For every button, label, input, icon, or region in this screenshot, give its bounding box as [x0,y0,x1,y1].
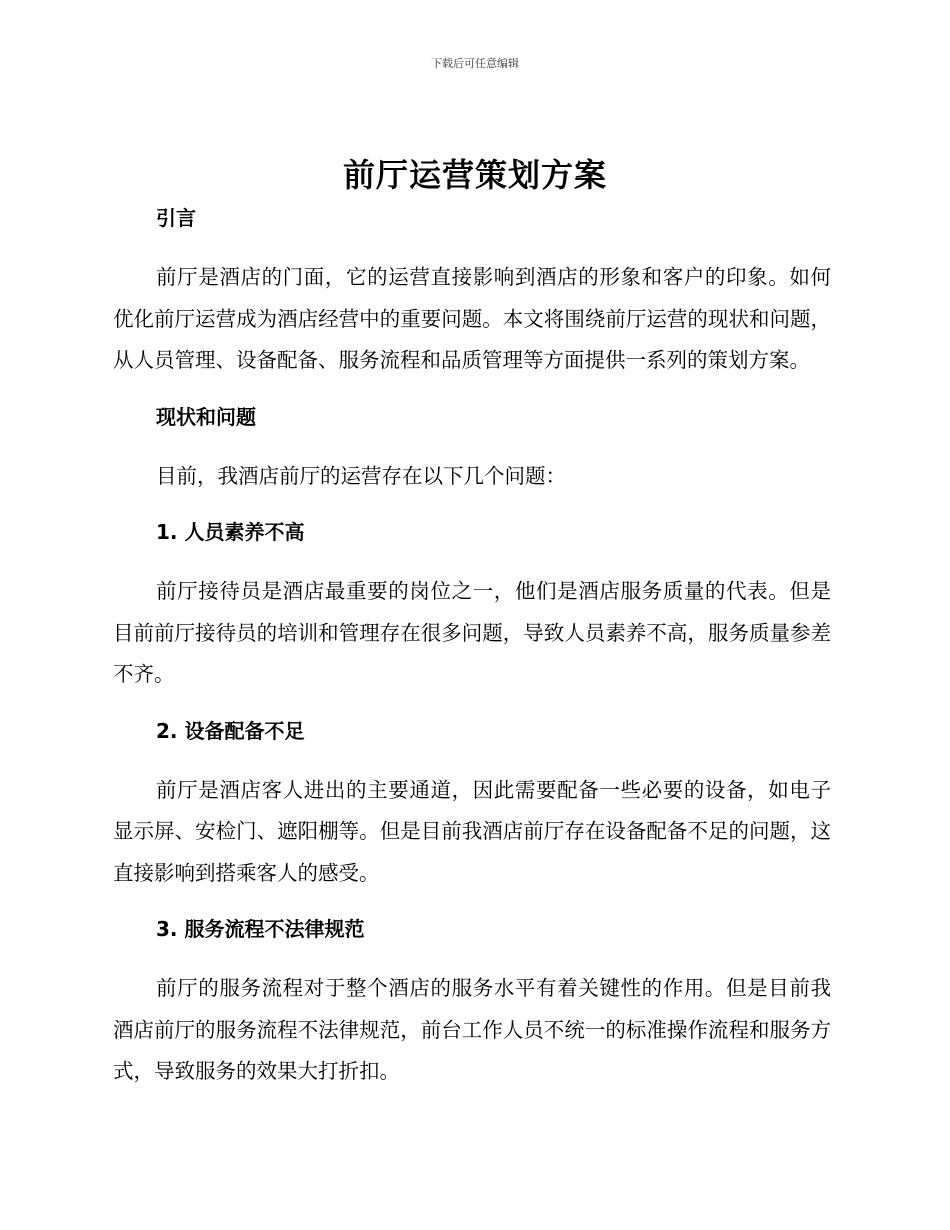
section-paragraph: 前厅接待员是酒店最重要的岗位之一，他们是酒店服务质量的代表。但是目前前厅接待员的培训和管理存在很多问题，导致人员素养不高，服务质量参差不齐。 [113,579,831,686]
section-heading: 引言 [156,206,196,230]
section-service-process [113,914,831,1093]
document-title: 前厅运营策划方案 [342,156,607,194]
section-paragraph: 目前，我酒店前厅的运营存在以下几个问题： [156,463,566,488]
document-body [113,203,831,1093]
section-equipment [113,716,831,895]
section-status [113,402,831,498]
section-paragraph: 前厅是酒店的门面，它的运营直接影响到酒店的形象和客户的印象。如何优化前厅运营成为酒店经营中的重要问题。本文将围绕前厅运营的现状和问题，从人员管理、设备配备、服务流程和品质管理等方面提供一系列的策划方案。 [113,265,831,372]
section-heading: 现状和问题 [156,404,256,429]
page-header-note: 下载后可任意编辑 [431,57,519,70]
section-heading: 3. 服务流程不法律规范 [156,917,365,941]
section-heading: 1. 人员素养不高 [156,520,305,544]
section-paragraph: 前厅的服务流程对于整个酒店的服务水平有着关键性的作用。但是目前我酒店前厅的服务流程不法律规范，前台工作人员不统一的标准操作流程和服务方式，导致服务的效果大打折扣。 [113,976,831,1083]
section-heading: 2. 设备配备不足 [156,718,305,743]
section-paragraph: 前厅是酒店客人进出的主要通道，因此需要配备一些必要的设备，如电子显示屏、安检门、遮阳棚等。但是目前我酒店前厅存在设备配备不足的问题，这直接影响到搭乘客人的感受。 [113,777,831,885]
section-intro [113,203,831,382]
section-staff-quality [113,517,831,696]
